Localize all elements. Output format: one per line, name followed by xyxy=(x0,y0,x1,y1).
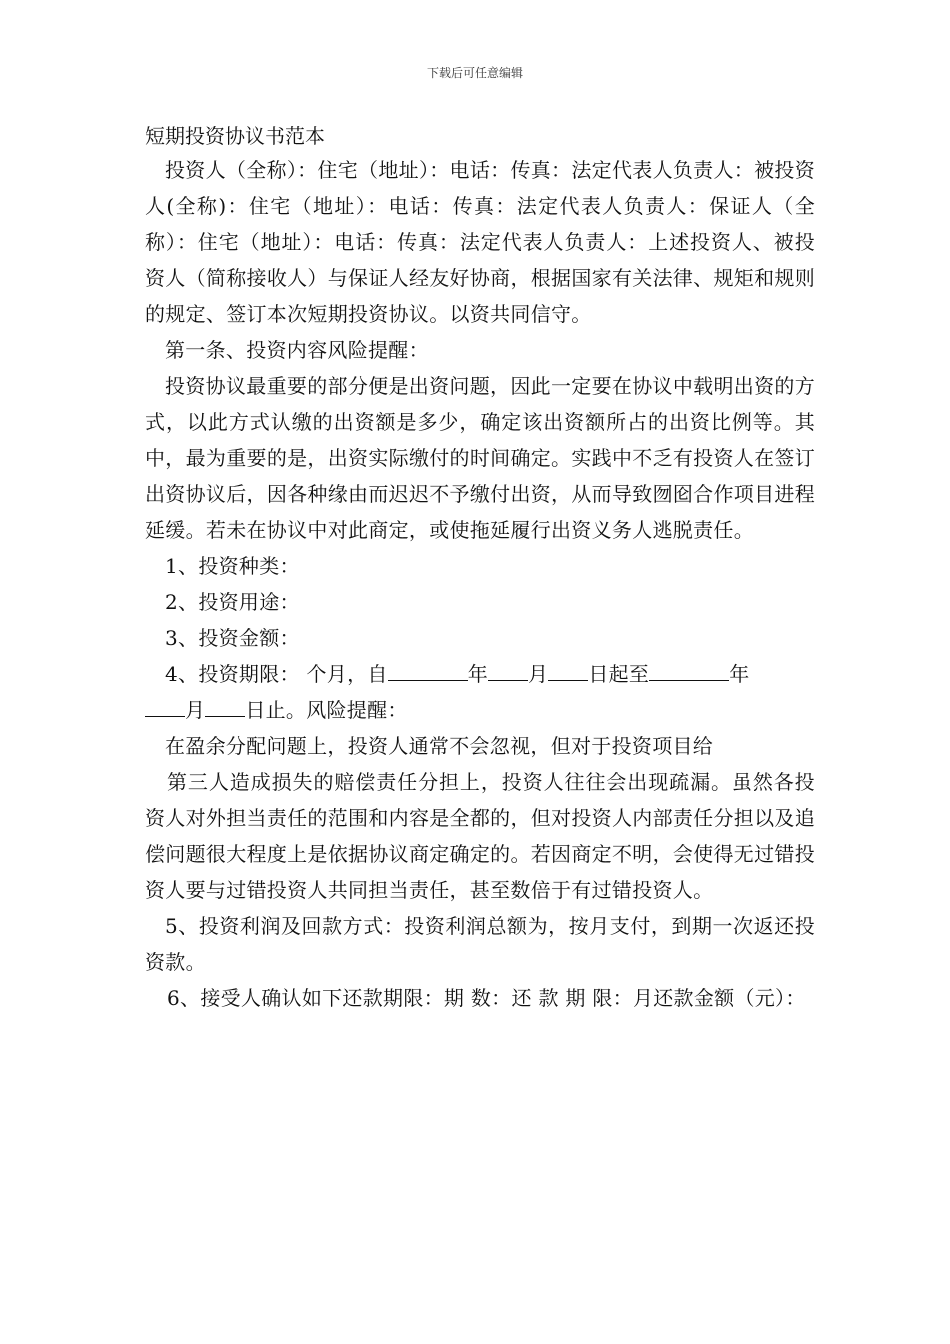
blank-month-start[interactable] xyxy=(488,660,528,681)
item-repayment-schedule: 6、接受人确认如下还款期限：期 数：还 款 期 限：月还款金额（元）： xyxy=(167,986,806,1010)
term-end-text: 日止。风险提醒： xyxy=(245,698,408,722)
term-month-label-1: 月 xyxy=(528,662,549,686)
risk-line: 在盈余分配问题上，投资人通常不会忽视，但对于投资项目给 xyxy=(165,734,714,758)
blank-day-start[interactable] xyxy=(548,660,588,681)
blank-year-end[interactable] xyxy=(649,660,729,681)
item-investment-type: 1、投资种类： xyxy=(165,554,300,578)
intro-paragraph: 投资人（全称）：住宅（地址）：电话：传真：法定代表人负责人：被投资人(全称)：住宅（地址）：电话：传真：法定代表人负责人：保证人（全称）：住宅（地址）：电话：传真：法定代表人负责人：上述投资人、被投资人（简称接收人）与保证人经友好协商，根据国家有关法律、规矩和规则的规定、签订本次短期投资协议。以资共同信守。 xyxy=(145,158,815,326)
term-prefix: 4、投资期限： 个月，自 xyxy=(165,662,388,686)
term-year-label-1: 年 xyxy=(467,662,488,686)
item-investment-amount: 3、投资金额： xyxy=(165,626,300,650)
blank-month-end[interactable] xyxy=(145,696,185,717)
term-month-label-2: 月 xyxy=(185,698,206,722)
page-header-note: 下载后可任意编辑 xyxy=(426,66,523,80)
term-row-1 xyxy=(145,656,815,692)
document-title: 短期投资协议书范本 xyxy=(145,124,325,148)
term-day-label-1: 日起至 xyxy=(588,662,650,686)
blank-year-start[interactable] xyxy=(388,660,468,681)
blank-day-end[interactable] xyxy=(205,696,245,717)
item-profit-repayment: 5、投资利润及回款方式：投资利润总额为，按月支付，到期一次返还投资款。 xyxy=(145,914,815,974)
item-investment-use: 2、投资用途： xyxy=(165,590,300,614)
term-year-label-2: 年 xyxy=(729,662,750,686)
item-investment-term xyxy=(145,656,815,728)
document-body xyxy=(145,120,815,1016)
article1-body: 投资协议最重要的部分便是出资问题，因此一定要在协议中载明出资的方式，以此方式认缴的出资额是多少，确定该出资额所占的出资比例等。其中，最为重要的是，出资实际缴付的时间确定。实践中不乏有投资人在签订出资协议后，因各种缘由而迟迟不予缴付出资，从而导致囫囵合作项目进程延缓。若未在协议中对此商定，或使拖延履行出资义务人逃脱责任。 xyxy=(145,374,815,542)
risk-body: 第三人造成损失的赔偿责任分担上，投资人往往会出现疏漏。虽然各投资人对外担当责任的范围和内容是全都的，但对投资人内部责任分担以及追偿问题很大程度上是依据协议商定确定的。若因商定不明，会使得无过错投资人要与过错投资人共同担当责任，甚至数倍于有过错投资人。 xyxy=(145,770,815,902)
article1-heading: 第一条、投资内容风险提醒： xyxy=(165,338,429,362)
term-row-2 xyxy=(145,692,815,728)
